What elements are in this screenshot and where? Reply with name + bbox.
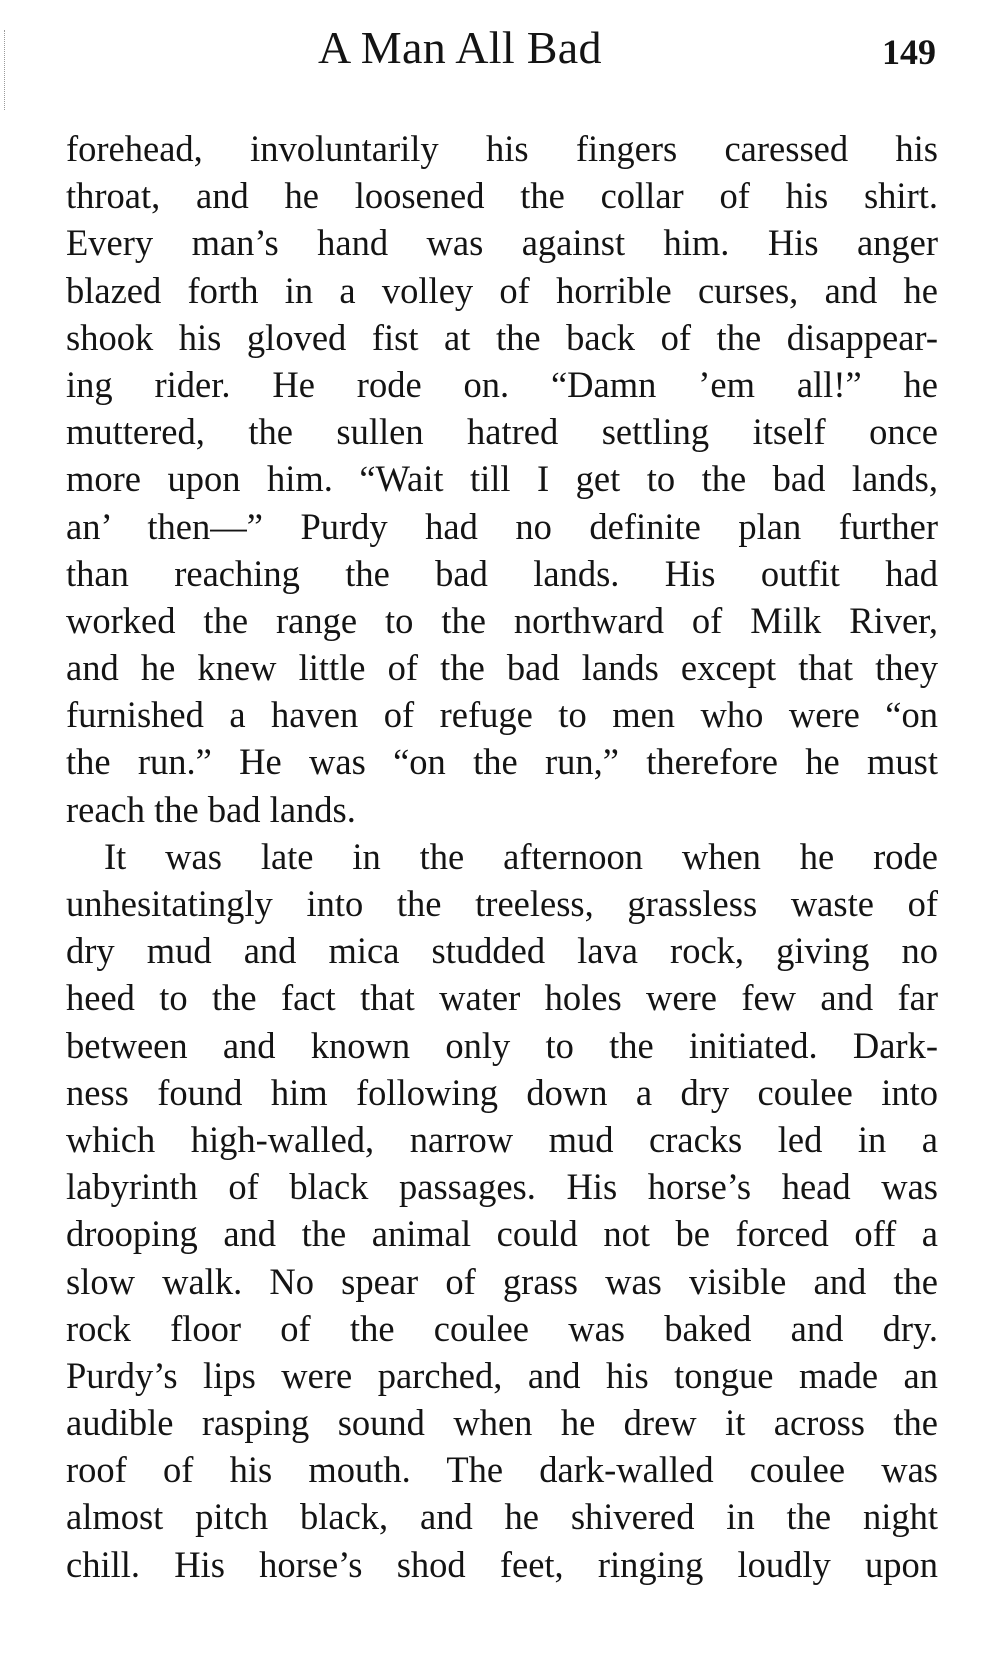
text-line: blazed forth in a volley of horrible curses, and he — [66, 269, 938, 311]
paragraph-2 — [66, 833, 938, 1588]
text-line: ing rider. He rode on. “Damn ’em all!” he — [66, 363, 938, 405]
text-line: chill. His horse’s shod feet, ringing loudly upon — [66, 1543, 938, 1585]
page-number: 149 — [882, 32, 936, 72]
text-line: muttered, the sullen hatred settling itself once — [66, 411, 938, 453]
binding-edge-mark — [4, 30, 7, 110]
text-line: worked the range to the northward of Milk River, — [66, 599, 938, 641]
text-line: slow walk. No spear of grass was visible and the — [66, 1260, 938, 1302]
running-title: A Man All Bad — [318, 22, 602, 73]
text-line: rock floor of the coulee was baked and dry. — [66, 1307, 938, 1349]
paragraph-1 — [66, 125, 938, 833]
text-line: between and known only to the initiated. Dark- — [66, 1024, 938, 1066]
text-line: unhesitatingly into the treeless, grassless waste of — [66, 883, 938, 924]
text-line: an’ then—” Purdy had no definite plan further — [66, 505, 938, 547]
text-line: throat, and he loosened the collar of his shirt. — [66, 175, 938, 217]
text-line: than reaching the bad lands. His outfit had — [66, 552, 938, 594]
text-line: more upon him. “Wait till I get to the bad lands, — [66, 458, 938, 500]
text-line: ness found him following down a dry coulee into — [66, 1071, 938, 1113]
text-line: which high-walled, narrow mud cracks led in a — [66, 1118, 938, 1160]
text-line: drooping and the animal could not be forced off a — [66, 1213, 938, 1255]
text-line: Purdy’s lips were parched, and his tongue made an — [66, 1354, 938, 1396]
text-line: roof of his mouth. The dark-walled coulee was — [66, 1449, 938, 1491]
text-line: shook his gloved fist at the back of the disappear- — [66, 316, 938, 358]
text-line: furnished a haven of refuge to men who were “on — [66, 694, 938, 736]
text-line: and he knew little of the bad lands except that they — [66, 647, 938, 689]
text-line: audible rasping sound when he drew it across the — [66, 1402, 938, 1444]
text-line: dry mud and mica studded lava rock, giving no — [66, 930, 938, 972]
text-line: reach the bad lands. — [66, 788, 356, 830]
running-header — [66, 18, 936, 78]
text-line: It was late in the afternoon when he rode — [104, 835, 938, 877]
text-line: almost pitch black, and he shivered in the night — [66, 1496, 938, 1538]
text-line: labyrinth of black passages. His horse’s head was — [66, 1166, 938, 1208]
body-text — [66, 125, 938, 1588]
text-line: heed to the fact that water holes were few and far — [66, 977, 938, 1019]
text-line: forehead, involuntarily his fingers caressed his — [66, 128, 938, 169]
text-line: the run.” He was “on the run,” therefore he must — [66, 741, 938, 783]
text-line: Every man’s hand was against him. His anger — [66, 222, 938, 264]
